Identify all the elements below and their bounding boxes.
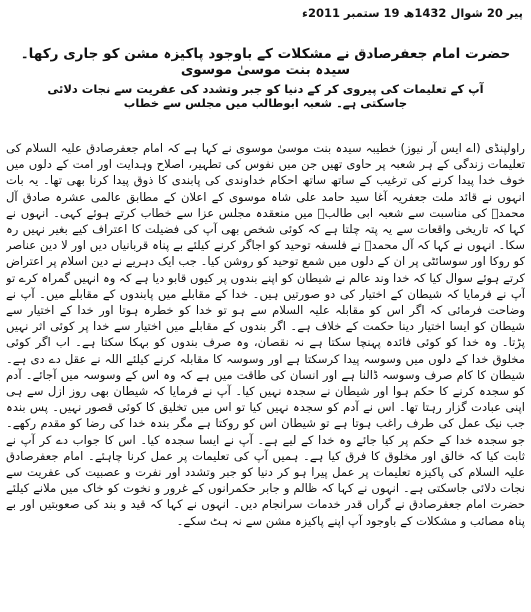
subhead: آپ کے تعلیمات کی پیروی کر کے دنیا کو جبر وتشدد کی عفریت سے نجات دلائی جاسکتی ہے۔ شعبہ ابوطالب میں مجلس سے خطاب: [47, 82, 484, 110]
article-body: راولپنڈی (اے ایس آر نیوز) خطیبہ سیدہ بنت موسیٰ موسوی نے کہا ہے کہ امام جعفرصادق علیہ السلام کی تعلیمات زندگی کے ہر شعبہ پر حاوی تھیں جن میں نفوس کی تطہیر، اصلاح وہدایت اور امت کے دلوں میں خوف خدا پیدا کرنے کی ترغیب کے ساتھ ساتھ احکام خداوندی کی پابندی کا ذوق پیدا کرنا بھی تھا۔ یہ بات انہوں نے قائد ملت جعفریہ آغا سید حامد علی شاہ موسوی کے اعلان کے مطابق عالمی عشرہ صادق آل محمدؐ کی مناسبت سے شعبہ ابی طالبؑ میں منعقدہ مجلس عزا سے خطاب کرتے ہوئے کہی۔ انہوں نے کہا کہ تاریخی واقعات سے یہ پتہ چلتا ہے کہ کوئی شخص بھی آپ کی فضیلت کا اعتراف کیے بغیر نہیں رہ سکا۔ انہوں نے کہا کہ آل محمدؐ نے فلسفہ توحید کو اجاگر کرنے کیلئے بے پناہ قربانیاں دیں اور لا دین عناصر کو روکا اور سوسائٹی پر ان کے دلوں میں شمع توحید کو روشن کیا۔ جب ایک دہریے نے دین اسلام پر اعتراض کرتے ہوئے سوال کیا کہ خدا وند عالم نے شیطان کو اپنے بندوں پر کیوں قابو دیا ہے کہ وہ انہیں گمراہ کرے تو آپ نے فرمایا کہ شیطان کے اختیار کی دو صورتیں ہیں۔ خدا کے مقابلے میں پابندوں کے مقابلے میں۔ آپ نے وضاحت فرمائی کہ اگر اس کو مقابلہ علیہ السلام سے ہو تو خدا کو خطرہ ہوتا اور خدا کے اختیار سے شیطان کو ایسا اختیار دینا حکمت کے خلاف ہے۔ اگر بندوں کے مقابلے میں اختیار سے خدا پر کوئی اثر نہیں پڑتا۔ وہ خدا کو کوئی فائدہ پہنچا سکتا ہے نہ نقصان، وہ صرف بندوں کو بہکا سکتا ہے۔ اب اگر کوئی مخلوق خدا کے دلوں میں وسوسہ پیدا کرسکتا ہے اور وسوسہ کا مقابلہ کرنے کیلئے اللہ نے عقل دے دی ہے۔ شیطان کا کام صرف وسوسہ ڈالنا ہے اور انسان کی طاقت میں ہے کہ وہ اس کے وسوسہ میں آجائے۔ آدم کو سجدہ کرنے کا حکم ہوا اور شیطان نے سجدہ نہیں کیا۔ آپ نے فرمایا کہ شیطان بھی روز ازل سے ہی اپنی عبادت گزار رہتا تھا۔ اس نے آدم کو سجدہ نہیں کیا تو اس میں تخلیق کا کوئی قصور نہیں۔ پس بندہ جب نیک عمل کی طرف راغب ہوتا ہے تو شیطان اس کو روکتا ہے مگر بندہ خدا کی رضا کو مقدم رکھے۔ جو سجدہ خدا کے حکم پر کیا جائے وہ خدا کے لیے ہے۔ آپ نے ایسا سجدہ کیا۔ اس کا جواب دے کر آپ نے ثابت کیا کہ خالق اور مخلوق کا فرق کیا ہے۔ ہمیں آپ کی تعلیمات پر عمل کرنا چاہئے۔ امام جعفرصادق علیہ السلام کی پاکیزہ تعلیمات پر عمل پیرا ہو کر دنیا کو جبر وتشدد اور نفرت و عصبیت کی عفریت سے نجات دلائی جاسکتی ہے۔ انہوں نے کہا کہ ظالم و جابر حکمرانوں کے غرور و نخوت کو خاک میں ملانے کیلئے حضرت امام جعفرصادق نے گراں قدر خدمات سرانجام دیں۔ انہوں نے کہا کہ قید و بند کی صعوبتیں اور بے پناہ مصائب و مشکلات کے باوجود آپ اپنے پاکیزہ مشن سے نہ ہٹ سکے۔: [6, 141, 525, 528]
headline: حضرت امام جعفرصادق نے مشکلات کے باوجود پاکیزہ مشن کو جاری رکھا۔ سیدہ بنت موسیٰ موسوی: [20, 46, 511, 78]
dateline: پیر 20 شوال 1432ھ 19 ستمبر 2011ء: [302, 6, 523, 20]
